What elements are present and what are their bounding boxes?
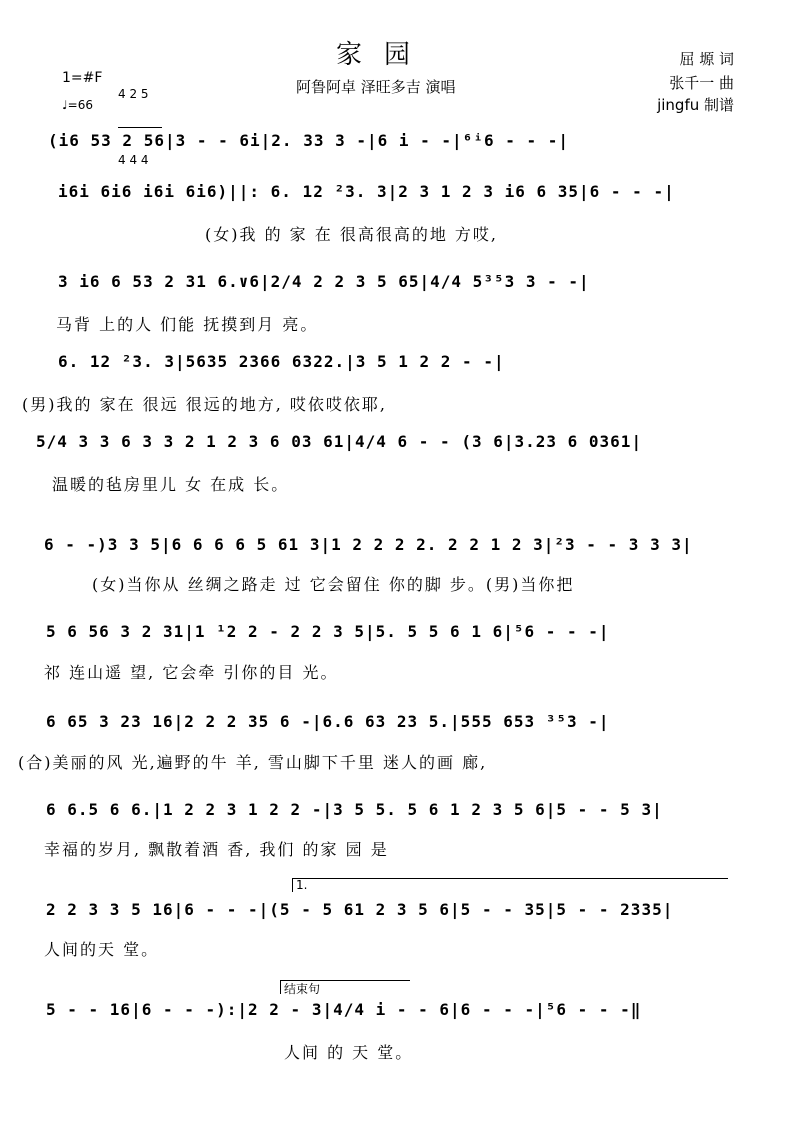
coda-marker: 结束句 [284, 982, 321, 996]
lyric-line-4: (男)我的 家在 很远 很远的地方, 哎依哎依耶, [22, 395, 388, 414]
lyric-line-11: 人间 的 天 堂。 [284, 1043, 414, 1062]
tempo-marking: ♩=66 [62, 98, 93, 112]
lyric-line-5: 温暖的毡房里儿 女 在成 长。 [52, 475, 290, 494]
lyric-line-10: 人间的天 堂。 [44, 940, 160, 959]
meter-numerators: 4 2 5 [118, 87, 149, 101]
key-signature: 1=#F [62, 70, 103, 86]
lyric-line-6: (女)当你从 丝绸之路走 过 它会留住 你的脚 步。(男)当你把 [92, 575, 575, 594]
lyricist: 屈 塬 词 [679, 50, 734, 68]
staff-line-4: 6. 12 ²3. 3|5635 2366 6322.|3 5 1 2 2 - -| [58, 352, 505, 371]
staff-line-5: 5/4 3 3 6 3 3 2 1 2 3 6 03 61|4/4 6 - - (3 6|3.23 6 0361| [36, 432, 643, 451]
notation-credit: jingfu 制谱 [657, 96, 734, 114]
staff-line-7: 5 6 56 3 2 31|1 ¹2 2 - 2 2 3 5|5. 5 5 6 1 6|⁵6 - - -| [46, 622, 610, 641]
staff-line-6: 6 - -)3 3 5|6 6 6 6 5 61 3|1 2 2 2 2. 2 2 1 2 3|²3 - - 3 3 3| [44, 535, 693, 554]
staff-line-8: 6 65 3 23 16|2 2 2 35 6 -|6.6 63 23 5.|555 653 ³⁵3 -| [46, 712, 610, 731]
staff-line-11: 5 - - 16|6 - - -):|2 2 - 3|4/4 i - - 6|6 - - -|⁵6 - - -‖ [46, 1000, 642, 1019]
staff-line-10: 2 2 3 3 5 16|6 - - -|(5 - 5 61 2 3 5 6|5 - - 35|5 - - 2335| [46, 900, 674, 919]
staff-line-2: i6i 6i6 i6i 6i6)||: 6. 12 ²3. 3|2 3 1 2 3 i6 6 35|6 - - -| [58, 182, 675, 201]
staff-line-3: 3 i6 6 53 2 31 6.∨6|2/4 2 2 3 5 65|4/4 5³⁵3 3 - -| [58, 272, 590, 291]
lyric-line-3: 马背 上的人 们能 抚摸到月 亮。 [56, 315, 319, 334]
lyric-line-7: 祁 连山遥 望, 它会牵 引你的目 光。 [44, 663, 339, 682]
staff-line-9: 6 6.5 6 6.|1 2 2 3 1 2 2 -|3 5 5. 5 6 1 2 3 5 6|5 - - 5 3| [46, 800, 663, 819]
lyric-line-8: (合)美丽的风 光,遍野的牛 羊, 雪山脚下千里 迷人的画 廊, [18, 753, 488, 772]
volta-marker: 1. [296, 878, 308, 892]
lyric-line-2: (女)我 的 家 在 很高很高的地 方哎, [205, 225, 499, 244]
song-title: 家园 [336, 40, 433, 70]
singers: 阿鲁阿卓 泽旺多吉 演唱 [296, 78, 456, 96]
meter-denominators: 4 4 4 [118, 153, 149, 167]
time-signature [118, 62, 162, 193]
lyric-line-9: 幸福的岁月, 飘散着酒 香, 我们 的家 园 是 [44, 840, 389, 859]
composer: 张千一 曲 [669, 74, 734, 92]
staff-line-1: (i6 53 2 56|3 - - 6i|2. 33 3 -|6 i - -|⁶ⁱ6 - - -| [48, 131, 570, 150]
